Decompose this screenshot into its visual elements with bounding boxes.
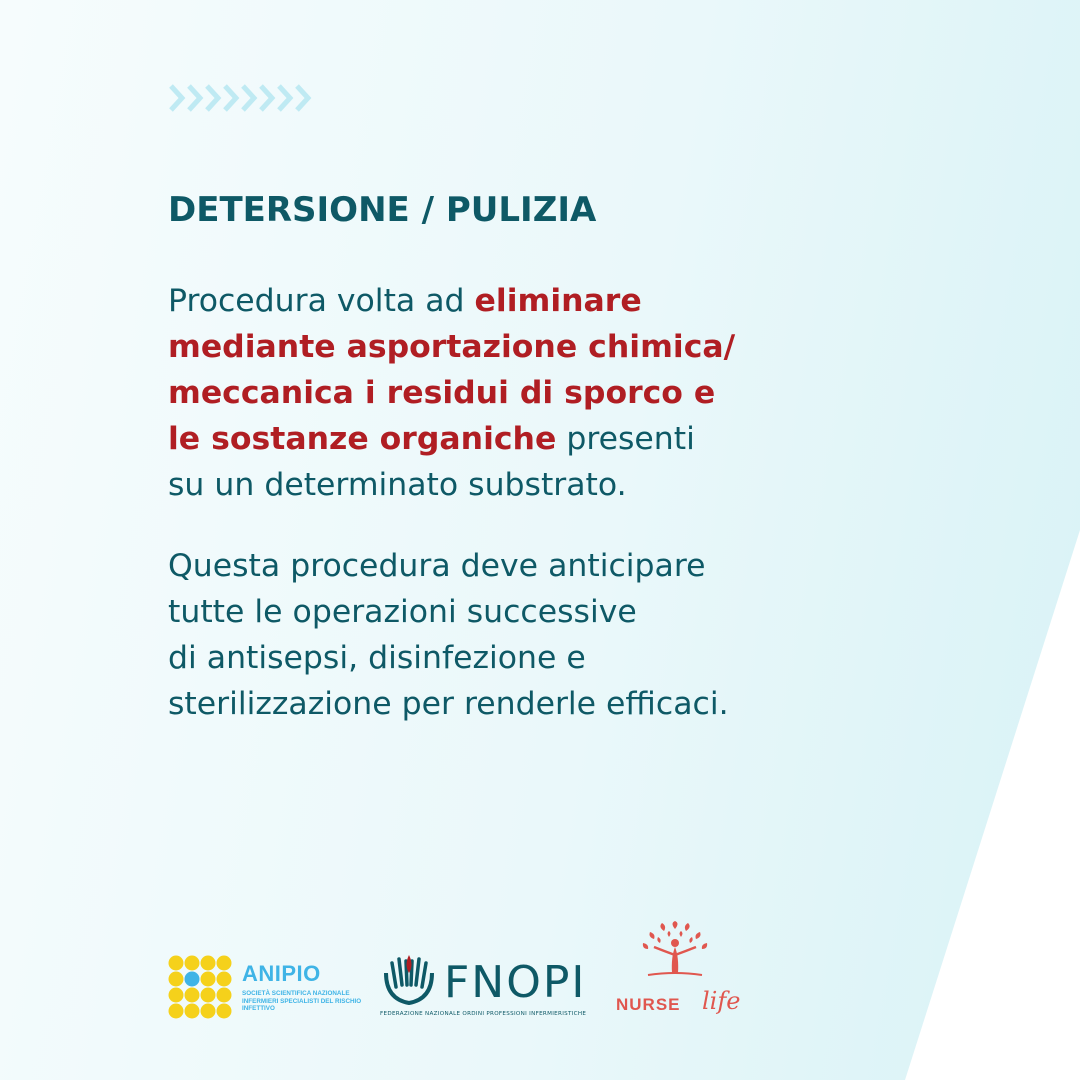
definition-line-2: mediante asportazione chimica/ <box>168 329 736 365</box>
procedure-line-2: tutte le operazioni successive <box>168 594 637 630</box>
definition-line-4: le sostanze organiche presenti <box>168 421 695 457</box>
nurselife-name-nurse: NURSE <box>616 995 681 1014</box>
fnopi-subtitle: FEDERAZIONE NAZIONALE ORDINI PROFESSIONI INFERMIERISTICHE <box>380 1011 587 1017</box>
fnopi-logo <box>380 945 600 1025</box>
page-title: DETERSIONE / PULIZIA <box>168 190 597 230</box>
procedure-line-4: sterilizzazione per renderle efficaci. <box>168 686 729 722</box>
fnopi-hands-icon <box>380 951 438 1009</box>
nurselife-name-life: life <box>702 987 741 1015</box>
procedure-line-3: di antisepsi, disinfezione e <box>168 640 586 676</box>
tree-icon <box>640 921 710 979</box>
anipio-logo <box>168 955 368 1025</box>
anipio-dots-icon <box>168 955 232 1019</box>
chevrons-decoration <box>168 82 318 116</box>
definition-paragraph <box>168 278 735 508</box>
procedure-paragraph <box>168 543 729 727</box>
definition-line-1: Procedura volta ad eliminare <box>168 283 642 319</box>
anipio-name: ANIPIO <box>242 961 321 986</box>
procedure-line-1: Questa procedura deve anticipare <box>168 548 706 584</box>
anipio-subtitle: SOCIETÀ SCIENTIFICA NAZIONALE INFERMIERI SPECIALISTI DEL RISCHIO INFETTIVO <box>242 990 362 1012</box>
definition-line-5: su un determinato substrato. <box>168 467 627 503</box>
nurselife-logo <box>614 921 754 1031</box>
fnopi-name: FNOPI <box>444 957 587 1008</box>
definition-line-3: meccanica i residui di sporco e <box>168 375 716 411</box>
